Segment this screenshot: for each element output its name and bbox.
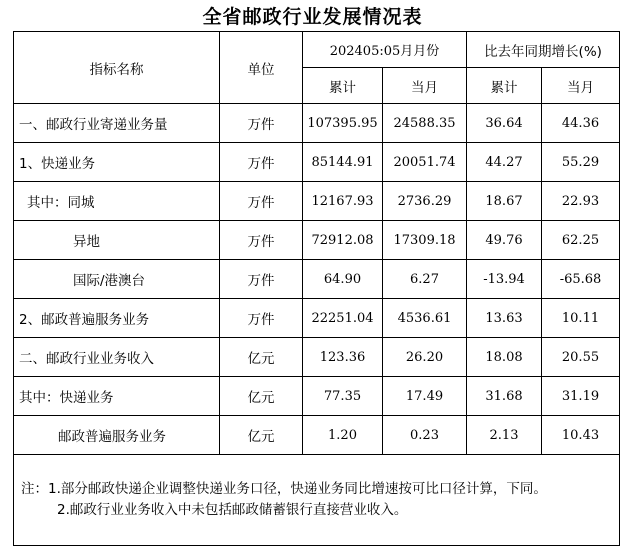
row-name-text: 其中：同城 <box>27 195 95 211</box>
row-current-month: 17309.18 <box>383 221 467 260</box>
row-growth-current-month: 22.93 <box>542 182 620 221</box>
row-name <box>14 416 220 455</box>
row-growth-current-month: -65.68 <box>542 260 620 299</box>
row-cumulative: 85144.91 <box>303 143 383 182</box>
header-row-top <box>14 32 620 68</box>
row-growth-cumulative: 13.63 <box>467 299 542 338</box>
row-name-text: 2、邮政普遍服务业务 <box>19 312 150 328</box>
row-name-text: 异地 <box>73 234 100 250</box>
note-line-1: 注：1.部分邮政快递企业调整快递业务口径，快递业务同比增速按可比口径计算，下同。 <box>21 481 547 497</box>
table-row <box>14 260 620 299</box>
row-growth-cumulative: 18.08 <box>467 338 542 377</box>
row-name <box>14 377 220 416</box>
table-row <box>14 182 620 221</box>
header-growth: 比去年同期增长(%) <box>467 32 620 68</box>
header-cumulative: 累计 <box>303 68 383 104</box>
row-current-month: 4536.61 <box>383 299 467 338</box>
header-current-month: 当月 <box>383 68 467 104</box>
row-growth-cumulative: 44.27 <box>467 143 542 182</box>
row-name <box>14 182 220 221</box>
header-growth-cumulative: 累计 <box>467 68 542 104</box>
row-growth-current-month: 62.25 <box>542 221 620 260</box>
row-growth-cumulative: 18.67 <box>467 182 542 221</box>
row-growth-current-month: 44.36 <box>542 104 620 143</box>
row-growth-cumulative: 36.64 <box>467 104 542 143</box>
row-current-month: 26.20 <box>383 338 467 377</box>
row-unit: 万件 <box>220 182 303 221</box>
row-cumulative: 123.36 <box>303 338 383 377</box>
row-cumulative: 22251.04 <box>303 299 383 338</box>
row-name-text: 邮政普遍服务业务 <box>58 429 166 445</box>
row-current-month: 17.49 <box>383 377 467 416</box>
row-cumulative: 1.20 <box>303 416 383 455</box>
table-row <box>14 377 620 416</box>
header-growth-current-month: 当月 <box>542 68 620 104</box>
header-period: 202405:05月月份 <box>303 32 467 68</box>
row-growth-current-month: 10.43 <box>542 416 620 455</box>
row-growth-cumulative: 2.13 <box>467 416 542 455</box>
row-current-month: 20051.74 <box>383 143 467 182</box>
row-name <box>14 260 220 299</box>
row-growth-current-month: 20.55 <box>542 338 620 377</box>
row-current-month: 0.23 <box>383 416 467 455</box>
row-cumulative: 77.35 <box>303 377 383 416</box>
row-unit: 万件 <box>220 221 303 260</box>
header-unit: 单位 <box>220 32 303 104</box>
row-growth-current-month: 55.29 <box>542 143 620 182</box>
row-name <box>14 338 220 377</box>
row-current-month: 6.27 <box>383 260 467 299</box>
row-growth-cumulative: 31.68 <box>467 377 542 416</box>
row-cumulative: 72912.08 <box>303 221 383 260</box>
table-row <box>14 338 620 377</box>
row-cumulative: 12167.93 <box>303 182 383 221</box>
row-unit: 亿元 <box>220 338 303 377</box>
row-growth-cumulative: 49.76 <box>467 221 542 260</box>
row-cumulative: 107395.95 <box>303 104 383 143</box>
row-name <box>14 143 220 182</box>
row-name-text: 一、邮政行业寄递业务量 <box>19 117 168 133</box>
row-unit: 万件 <box>220 299 303 338</box>
row-current-month: 24588.35 <box>383 104 467 143</box>
row-name-text: 其中：快递业务 <box>19 390 114 406</box>
row-name-text: 1、快递业务 <box>19 156 96 172</box>
header-indicator: 指标名称 <box>14 32 220 104</box>
table-row <box>14 416 620 455</box>
statistics-table <box>13 31 620 546</box>
page-title: 全省邮政行业发展情况表 <box>202 6 423 28</box>
table-row <box>14 143 620 182</box>
notes-cell <box>14 455 620 546</box>
note-line-2: 2.邮政行业业务收入中未包括邮政储蓄银行直接营业收入。 <box>57 502 408 518</box>
row-unit: 亿元 <box>220 416 303 455</box>
row-name-text: 国际/港澳台 <box>73 273 146 289</box>
row-cumulative: 64.90 <box>303 260 383 299</box>
row-growth-current-month: 31.19 <box>542 377 620 416</box>
row-name <box>14 299 220 338</box>
row-unit: 万件 <box>220 260 303 299</box>
row-name <box>14 104 220 143</box>
row-unit: 万件 <box>220 104 303 143</box>
table-row <box>14 299 620 338</box>
table-row <box>14 104 620 143</box>
row-unit: 万件 <box>220 143 303 182</box>
row-name <box>14 221 220 260</box>
row-unit: 亿元 <box>220 377 303 416</box>
table-row <box>14 221 620 260</box>
row-growth-current-month: 10.11 <box>542 299 620 338</box>
row-name-text: 二、邮政行业业务收入 <box>19 351 154 367</box>
notes-row <box>14 455 620 546</box>
row-growth-cumulative: -13.94 <box>467 260 542 299</box>
row-current-month: 2736.29 <box>383 182 467 221</box>
